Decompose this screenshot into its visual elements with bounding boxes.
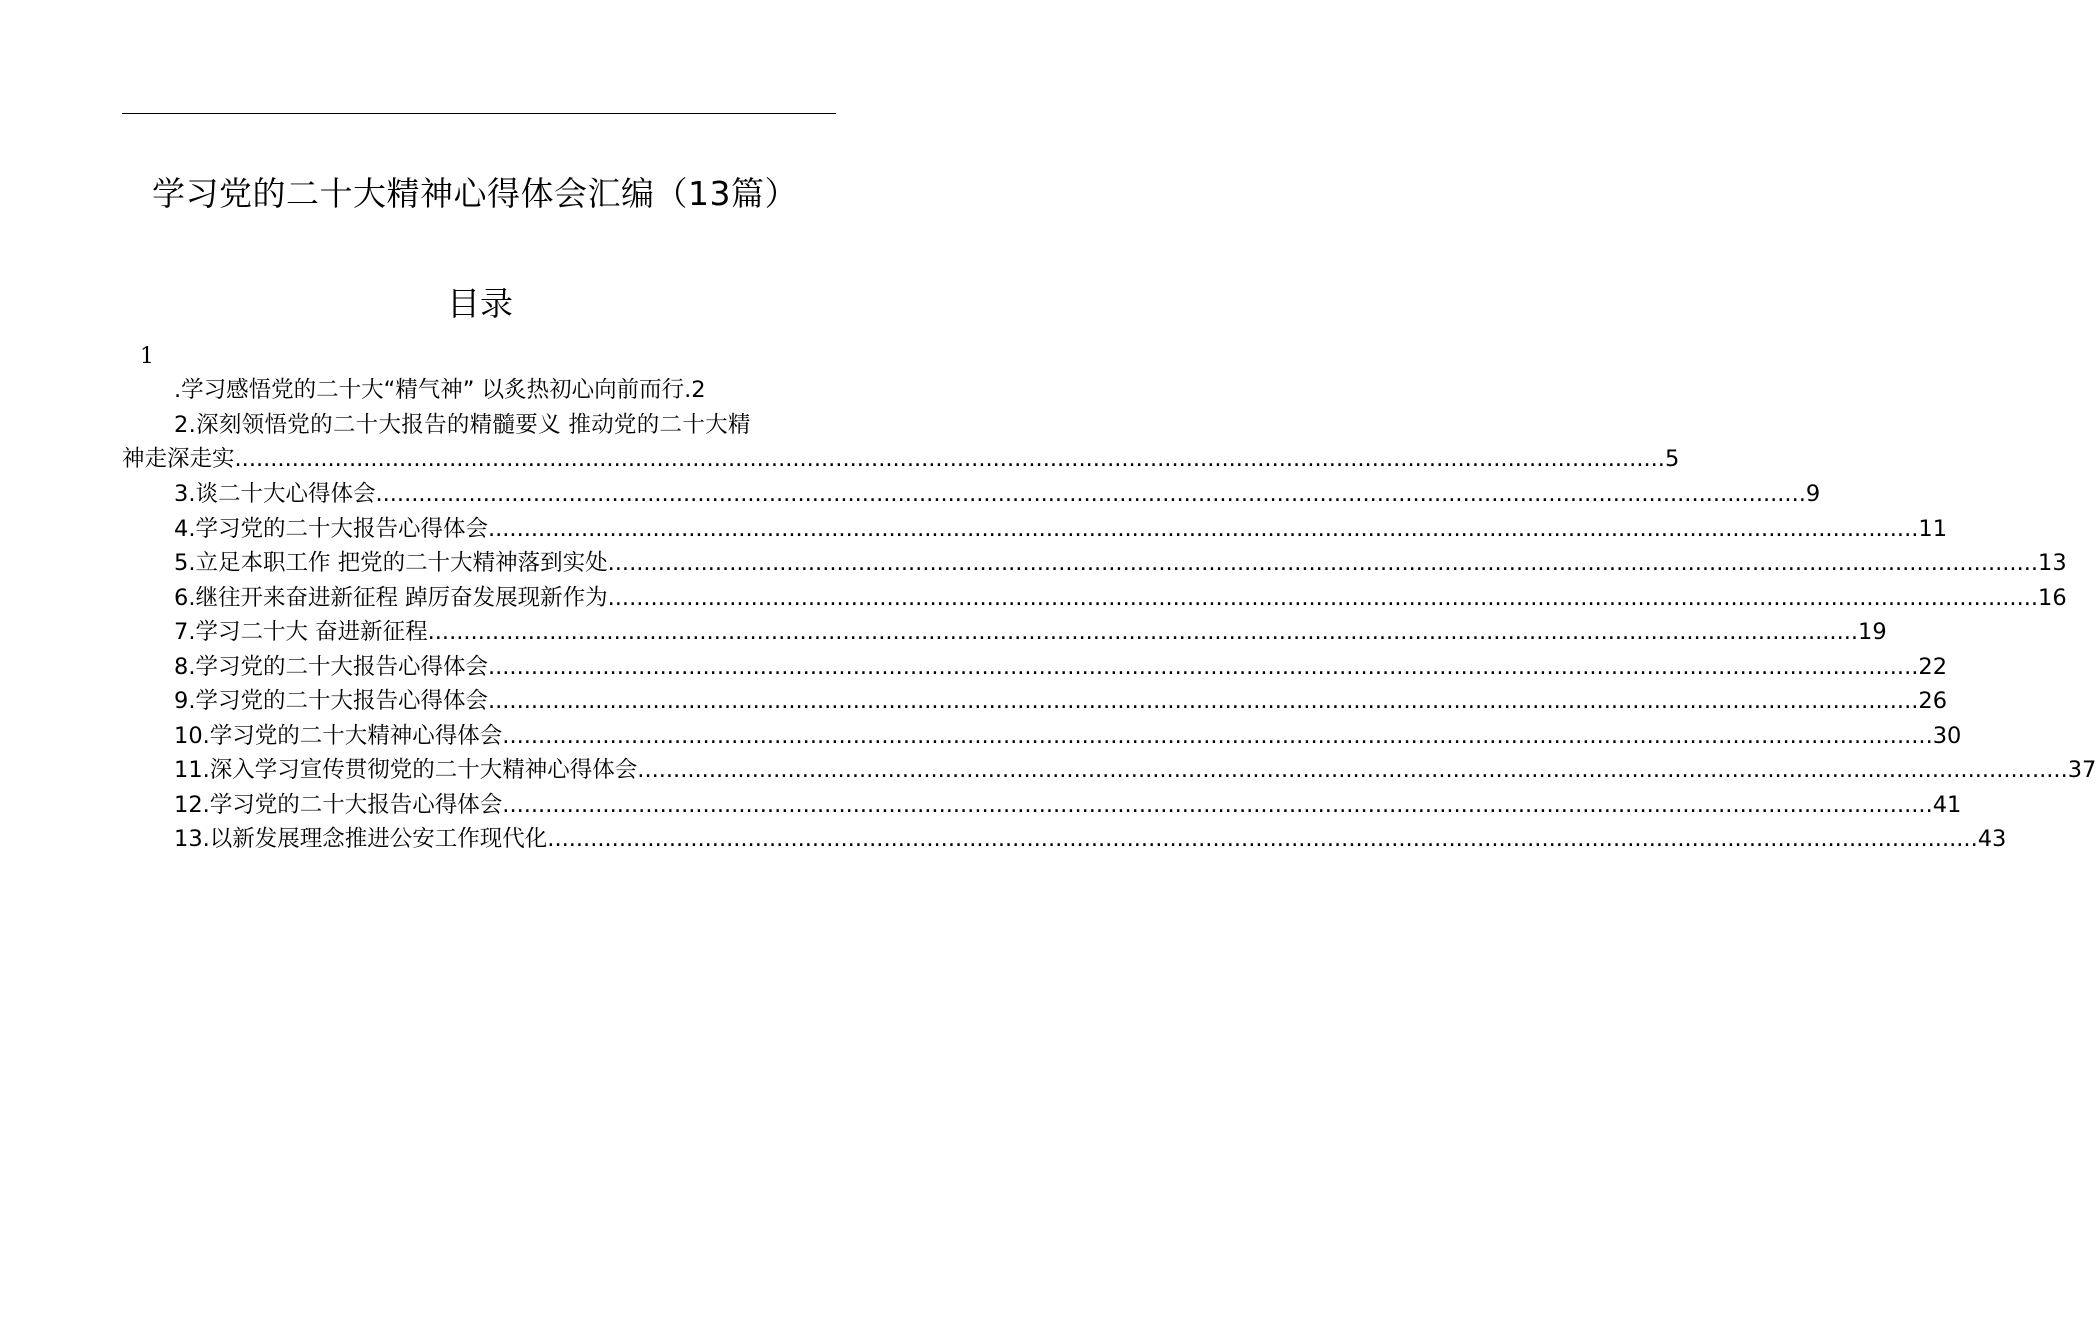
toc-entry-7[interactable]: [174, 615, 1887, 649]
toc-entry-title: 10.学习党的二十大精神心得体会: [174, 722, 503, 749]
toc-leader-dots: ........................................................................................................................................................................................................: [234, 446, 1665, 472]
toc-leader-dots: ........................................................................................................................................................................................................: [487, 688, 1919, 714]
toc-entry-page: 26: [1918, 688, 1948, 714]
toc-entry-8[interactable]: [174, 650, 1948, 684]
toc-entry-title: 11.深入学习宣传贯彻党的二十大精神心得体会: [174, 757, 638, 783]
toc-leader-dots: ........................................................................................................................................................................................................: [427, 619, 1859, 645]
toc-leader-dots: ........................................................................................................................................................................................................: [375, 481, 1806, 507]
toc-entry-page: 13: [2038, 550, 2067, 576]
toc-entry-4[interactable]: [174, 512, 1948, 546]
toc-leader-dots: ........................................................................................................................................................................................................: [487, 653, 1919, 680]
toc-leader-dots: ........................................................................................................................................................................................................: [487, 515, 1919, 542]
toc-entry-title: 13.以新发展理念推进公安工作现代化: [174, 826, 548, 852]
toc-entry-page: 37: [2067, 757, 2096, 783]
toc-entry-page: 43: [1977, 826, 2007, 852]
toc-entry-separator: .: [684, 377, 692, 403]
toc-leader-dots: ........................................................................................................................................................................................................: [607, 584, 2039, 611]
toc-entry-6[interactable]: [174, 581, 2067, 615]
toc-entry-title: .学习感悟党的二十大“精气神” 以炙热初心向前而行: [174, 377, 685, 403]
toc-entry-2-line-1[interactable]: 2.深刻领悟党的二十大报告的精髓要义 推动党的二十大精: [174, 412, 751, 438]
toc-entry-page: 5: [1664, 446, 1680, 472]
toc-entry-9[interactable]: [174, 684, 1948, 718]
toc-entry-page: 22: [1918, 653, 1948, 680]
toc-entry-2-line-2[interactable]: [122, 442, 1680, 476]
toc-entry-page: 16: [2038, 584, 2067, 611]
toc-entry-title: 7.学习二十大 奋进新征程: [174, 619, 428, 645]
toc-entry-page: 30: [1932, 722, 1962, 749]
toc-leader-dots: ........................................................................................................................................................................................................: [502, 722, 1933, 749]
toc-stray-number: 1: [140, 344, 154, 369]
toc-entry-5[interactable]: [174, 546, 2067, 580]
toc-entry-title: 6.继往开来奋进新征程 踔厉奋发展现新作为: [174, 584, 608, 611]
toc-entry-page: 19: [1858, 619, 1887, 645]
toc-leader-dots: ........................................................................................................................................................................................................: [547, 826, 1978, 852]
toc-entry-title: 5.立足本职工作 把党的二十大精神落到实处: [174, 550, 608, 576]
toc-leader-dots: ........................................................................................................................................................................................................: [607, 550, 2039, 576]
toc-entry-1[interactable]: [174, 373, 786, 407]
toc-entry-page: 11: [1918, 515, 1948, 542]
toc-leader-dots: ........................................................................................................................................................................................................: [502, 791, 1933, 818]
toc-entry-10[interactable]: [174, 719, 1962, 753]
toc-entry-title: 8.学习党的二十大报告心得体会: [174, 653, 488, 680]
toc-entry-11[interactable]: [174, 753, 2096, 787]
toc-entry-title: 9.学习党的二十大报告心得体会: [174, 688, 488, 714]
toc-leader-dots: ........................................................................................................................................................................................................: [637, 757, 2068, 783]
toc-entry-3[interactable]: [174, 477, 1821, 511]
toc-entry-page: 9: [1805, 481, 1821, 507]
toc-entry-page: 2: [691, 377, 706, 403]
header-rule: [122, 113, 836, 114]
toc-heading: 目录: [447, 284, 513, 323]
toc-entry-13[interactable]: [174, 822, 2007, 856]
toc-entry-title: 4.学习党的二十大报告心得体会: [174, 515, 488, 542]
document-title: 学习党的二十大精神心得体会汇编（13篇）: [152, 174, 798, 213]
toc-entry-title: 12.学习党的二十大报告心得体会: [174, 791, 503, 818]
toc-entry-page: 41: [1932, 791, 1962, 818]
toc-entry-12[interactable]: [174, 788, 1962, 822]
toc-entry-title: 神走深走实: [122, 446, 235, 472]
toc-entry-title: 3.谈二十大心得体会: [174, 481, 376, 507]
